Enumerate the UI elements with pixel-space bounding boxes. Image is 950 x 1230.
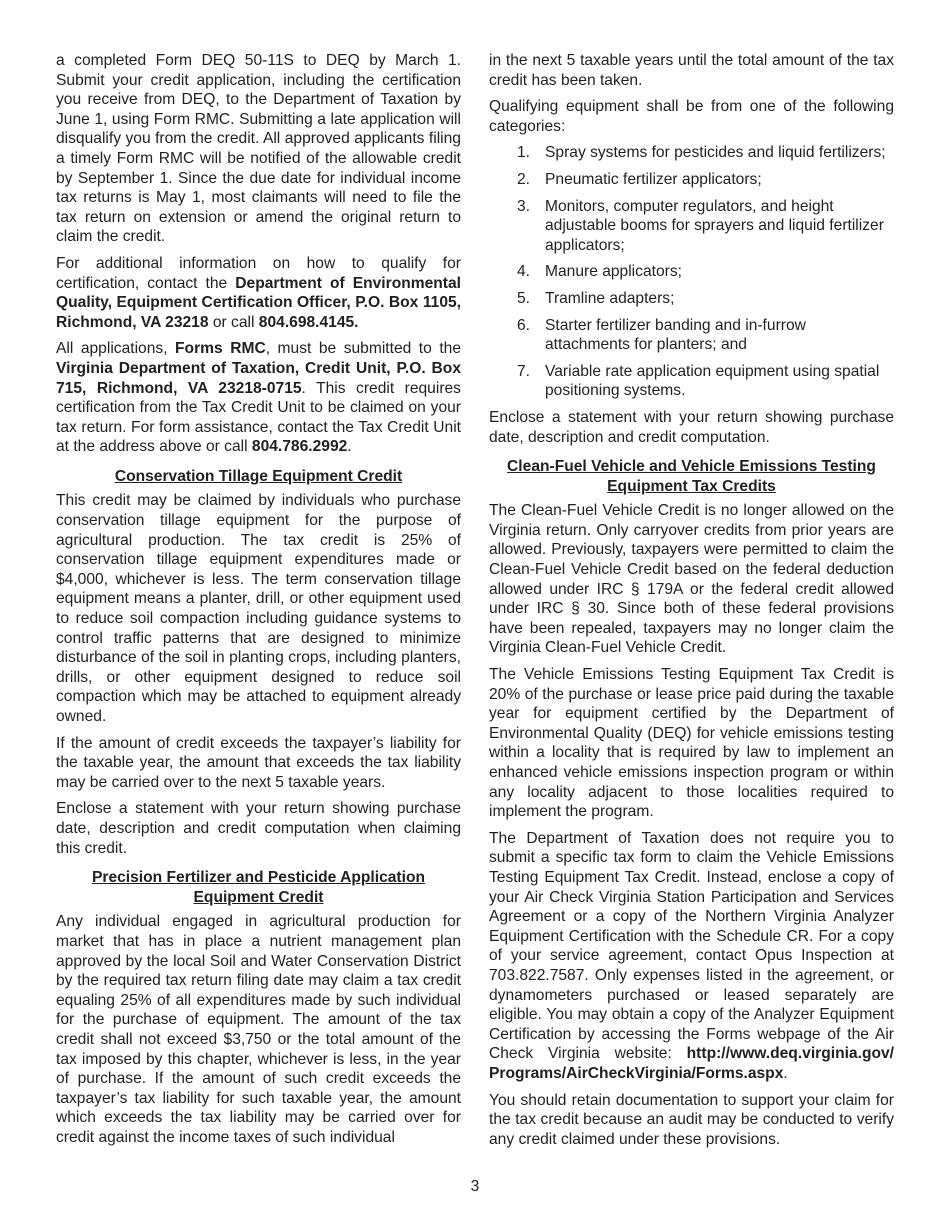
list-item-text: Starter fertilizer banding and in-furrow attachments for planters; and [545, 316, 806, 354]
list-item [489, 362, 894, 401]
heading-line: Equipment Tax Credits [607, 477, 776, 495]
list-item-number: 3. [517, 197, 531, 215]
page-number: 3 [470, 1178, 480, 1195]
bold-text: Virginia Department of Taxation, Credit Unit, P.O. Box 715, Richmond, VA 23218-0715 [56, 359, 461, 397]
text-run: . [783, 1064, 788, 1082]
paragraph [489, 51, 894, 90]
list-item [489, 316, 894, 355]
list-item-text: Pneumatic fertilizer applicators; [545, 170, 762, 188]
left-column [56, 51, 461, 1154]
paragraph [489, 665, 894, 822]
precision-fertilizer-heading [56, 868, 461, 907]
text-run: Enclose a statement with your return showing purchase date, description and credit computation when claiming this credit. [56, 800, 461, 857]
list-item-number: 2. [517, 170, 531, 188]
text-run: or call [208, 313, 259, 331]
text-run: Enclose a statement with your return showing purchase date, description and credit computation. [489, 408, 894, 446]
intro-section [56, 51, 461, 457]
conservation-tillage-section [56, 491, 461, 858]
list-item [489, 143, 894, 163]
text-run: All applications, [56, 340, 176, 358]
heading-line: Precision Fertilizer and Pesticide Application [91, 869, 426, 887]
text-run: in the next 5 taxable years until the total amount of the tax credit has been taken. [489, 52, 894, 89]
paragraph [489, 97, 894, 136]
bold-text: Department of Environmental Quality, Equipment Certification Officer, P.O. Box 1105, Richmond, VA 23218 [56, 274, 462, 331]
list-item-number: 5. [517, 289, 531, 307]
text-run: The Department of Taxation does not require you to submit a specific tax form to claim the Vehicle Emissions Testing Equipment Tax Credit. Instead, enclose a copy of your Air Check Virginia Station Participation and Services Agreement or a copy of the Northern Virginia Analyzer Equipment Certification with the Schedule CR. For a copy of your service agreement, contact Opus Inspection at 703.822.7587. Only expenses listed in the agreement, or dynamometers purchased or leased separately are eligible. You may obtain a copy of the Analyzer Equipment Certification by accessing the Forms webpage of the Air Check Virginia website: [489, 829, 894, 1063]
paragraph [56, 912, 461, 1147]
right-column [489, 51, 894, 1156]
paragraph [489, 501, 894, 658]
paragraph [489, 408, 894, 447]
bold-text: 804.786.2992 [251, 438, 348, 456]
list-item-number: 6. [517, 316, 531, 334]
paragraph [56, 254, 461, 332]
qualifying-equipment-list [489, 143, 894, 401]
list-item [489, 289, 894, 309]
heading-line: Equipment Credit [193, 888, 324, 906]
list-item-text: Monitors, computer regulators, and height adjustable booms for sprayers and liquid fertilizer applicators; [545, 197, 884, 254]
text-run: Qualifying equipment shall be from one of the following categories: [489, 98, 894, 135]
paragraph [56, 339, 461, 457]
text-run: You should retain documentation to support your claim for the tax credit because an audit may be conducted to verify any credit claimed under these provisions. [489, 1091, 894, 1148]
text-run: For additional information on how to qualify for certification, contact the [56, 254, 461, 292]
list-item [489, 262, 894, 282]
list-item [489, 197, 894, 256]
text-run: a completed Form DEQ 50-11S to DEQ by March 1. Submit your credit application, including the certification you receive from DEQ, to the Department of Taxation by June 1, using Form RMC. Submitting a late application will disqualify you from the credit. All approved applicants filing a timely Form RMC will be notified of the allowable credit by September 1. Since the due date for individual income tax returns is May 1, most claimants will need to file the tax return on extension or amend the original return to claim the credit. [56, 52, 461, 246]
paragraph [489, 829, 894, 1084]
text-run: If the amount of credit exceeds the taxpayer’s liability for the taxable year, the amount that exceeds the tax liability may be carried over to the next 5 taxable years. [56, 734, 461, 791]
clean-fuel-section [489, 501, 894, 1149]
text-run: The Clean-Fuel Vehicle Credit is no longer allowed on the Virginia return. Only carryover credits from prior years are allowed. Previously, taxpayers were permitted to claim the Clean-Fuel Vehicle Credit based on the federal deduction allowed under IRC § 179A or the federal credit allowed under IRC § 30. Since both of these federal provisions have been repealed, taxpayers may no longer claim the Virginia Clean-Fuel Vehicle Credit. [489, 502, 894, 657]
text-run: Any individual engaged in agricultural production for market that has in place a nutrient management plan approved by the local Soil and Water Conservation District by the required tax return filing date may claim a tax credit equaling 25% of all expenditures made by such individual for the purchase of equipment. The amount of the tax credit shall not exceed $3,750 or the total amount of the tax imposed by this chapter, whichever is less, in the year of purchase. If the amount of such credit exceeds the taxpayer’s tax liability for such taxable year, the amount which exceeds the tax liability may be carried over for credit against the income taxes of such individual [56, 913, 461, 1146]
paragraph [56, 799, 461, 858]
list-item [489, 170, 894, 190]
paragraph [56, 734, 461, 793]
bold-text: 804.698.4145. [258, 313, 359, 331]
text-run: . This credit requires certification from the Tax Credit Unit to be claimed on your tax return. For form assistance, contact the Tax Credit Unit at the address above or call [56, 379, 461, 456]
list-item-text: Tramline adapters; [545, 289, 675, 307]
conservation-tillage-heading: Conservation Tillage Equipment Credit [114, 467, 403, 485]
bold-text: http://www.deq.virginia.gov/ Programs/AirCheckVirginia/Forms.aspx [489, 1045, 894, 1082]
heading-line: Clean-Fuel Vehicle and Vehicle Emissions Testing [507, 458, 876, 476]
paragraph [56, 491, 461, 726]
list-item-number: 1. [517, 144, 531, 162]
list-item-text: Manure applicators; [545, 263, 682, 281]
paragraph [56, 51, 461, 247]
precision-fertilizer-section [56, 912, 461, 1147]
carryover-section [489, 51, 894, 136]
list-item-text: Spray systems for pesticides and liquid fertilizers; [545, 144, 886, 162]
list-item-number: 4. [517, 263, 531, 281]
list-item-text: Variable rate application equipment using spatial positioning systems. [545, 362, 880, 400]
bold-text: Forms RMC [175, 340, 266, 358]
text-run: The Vehicle Emissions Testing Equipment Tax Credit is 20% of the purchase or lease price paid during the taxable year for equipment certified by the Department of Environmental Quality (DEQ) for vehicle emissions testing within a locality that is required by law to implement an enhanced vehicle emissions inspection program or within any locality adjacent to those localities required to implement the program. [489, 666, 894, 821]
list-item-number: 7. [517, 362, 531, 380]
clean-fuel-heading [489, 457, 894, 496]
text-run: . [347, 438, 352, 456]
text-run: This credit may be claimed by individuals who purchase conservation tillage equipment for the purpose of agricultural production. The tax credit is 25% of conservation tillage equipment expenditures made or $4,000, whichever is less. The term conservation tillage equipment means a planter, drill, or other equipment used to reduce soil compaction including guidance systems to control traffic patterns that are designed to minimize disturbance of the soil in planting crops, including planters, drills, or other equipment designed to reduce soil compaction which may be attached to equipment already owned. [56, 492, 461, 725]
statement-note [489, 408, 894, 447]
paragraph [489, 1091, 894, 1150]
text-run: , must be submitted to the [265, 340, 461, 358]
